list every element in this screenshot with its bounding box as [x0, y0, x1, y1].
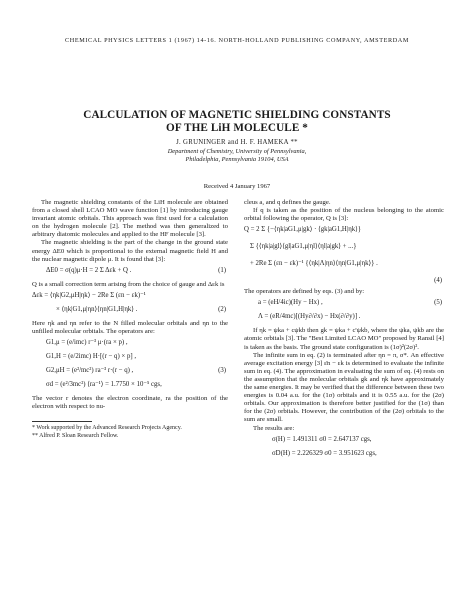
equation-expression: σD(H) = 2.226329 σ0 = 3.951623 cgs, [272, 449, 377, 457]
equation-4a [244, 226, 444, 240]
paragraph: If q is taken as the position of the nucleus belonging to the atomic orbital following the operator, Q is [3]: [244, 207, 444, 223]
authors: J. GRUNINGER and H. F. HAMEKA ** [176, 139, 298, 146]
equation-expression: Q = 2 Σ {−⟨ηk|aG1,μ|gk⟩ · ⟨gk|aG1,H|ηk⟩} [244, 226, 362, 234]
equation-expression: σd = (e²/3mc²) ⟨ra⁻¹⟩ = 1.7750 × 10⁻⁵ cgs, [46, 381, 162, 389]
equation-number: (1) [218, 266, 226, 274]
paragraph: The infinite sum in eq. (2) is terminated after ηn = π, σ*. An effective average excitation energy [3] ε̄n − εk is determined to evaluate the infinite sum in eq. (4). The approximation in evaluating the sum of eq. (4) rests on the assumption that the molecular orbitals gk and ηk have approximately the same energies. It may be verified that the difference between these two energies is 0.04 a.u. for the (1σ) orbitals and it is 0.55 a.u. for the (2σ) orbitals. Our approximation is therefore better justified for the (1σ) than for the (2σ) orbitals. However, the contribution of the (2σ) orbitals to the sum are small. [244, 351, 444, 424]
paragraph: The magnetic shielding is the part of the change in the ground state energy ΔE0 which is proportional to the external magnetic field H and the nuclear magnetic dipole μ. It is found that [3]: [32, 239, 228, 263]
equation-expression: ΔE0 = σ(q)μ·H = 2 Σ Δεk + Q . [46, 266, 132, 274]
equation-1 [32, 267, 228, 278]
equation-3b [32, 353, 228, 364]
footnote: ** Alfred P. Sloan Research Fellow. [32, 432, 119, 439]
affiliation-line-2: Philadelphia, Pennsylvania 19104, USA [185, 156, 289, 163]
paragraph: The vector r denotes the electron coordinate, ra the position of the electron with respect to nu- [32, 395, 228, 411]
affiliation [40, 148, 434, 164]
equation-expression: G1,H = (e/2imc) H·[(r − q) × p] , [46, 353, 137, 361]
equation-expression: σ(H) = 1.491311 σ0 = 2.647137 cgs, [272, 435, 372, 443]
paragraph: cleus a, and q defines the gauge. [244, 199, 331, 206]
footnote: * Work supported by the Advanced Research Projects Agency. [32, 425, 182, 432]
equation-expression: × ⟨ηk|G1,μ|ηn⟩⟨ηn|G1,H|ηk⟩ . [56, 305, 138, 313]
equation-3a [32, 339, 228, 350]
title-line-2: OF THE LiH MOLECULE * [166, 122, 308, 134]
paragraph: The operators are defined by eqs. (3) and by: [244, 288, 365, 296]
equation-expression: G2,μH = (e²/mc²) ra⁻³ r·(r − q) , [46, 367, 134, 375]
equation-4-number [244, 277, 444, 285]
paragraph: If ηk = ψka + cψkb then gk = ψka + c'ψkb, where the ψka, ψkb are the atomic orbitals [3]. The "Best Limited LCAO MO" proposed by Ransil [4] is taken as the basis. The ground state configuration is (1σ)²(2σ)². [244, 327, 444, 351]
equation-expression: + 2Re Σ (εn − εk)⁻¹ {⟨ηk|Λ|ηn⟩⟨ηn|G1,μ|ηk⟩} . [250, 260, 378, 268]
equation-5a [244, 299, 444, 310]
equation-expression: Δεk = ⟨ηk|G2,μH|ηk⟩ − 2Re Σ (εn − εk)⁻¹ [32, 291, 146, 299]
result-1 [244, 436, 444, 447]
footnote-divider [32, 421, 92, 422]
left-column [32, 199, 228, 440]
equation-expression: Σ {⟨ηk|a|gl⟩⟨gl|aG1,μ|ηl⟩⟨ηl|a|gk⟩ + ...} [250, 243, 357, 251]
equation-number: (4) [434, 277, 442, 285]
title-line-1: CALCULATION OF MAGNETIC SHIELDING CONSTANTS [83, 109, 391, 121]
equation-2a [32, 292, 228, 303]
equation-3c [32, 367, 228, 378]
equation-4b [244, 243, 444, 257]
paper-title [40, 109, 434, 135]
received-date: Received 4 January 1967 [203, 183, 271, 190]
equation-3d [32, 381, 228, 392]
paragraph: Here ηk and ηn refer to the N filled molecular orbitals and ηn to the unfilled molecular orbitals. The operators are: [32, 319, 228, 335]
equation-expression: G1,μ = (e/imc) r⁻³ μ·(ra × p) , [46, 339, 128, 347]
equation-4c [244, 260, 444, 274]
right-column [244, 199, 444, 464]
equation-2b [32, 306, 228, 317]
affiliation-line-1: Department of Chemistry, University of Pennsylvania, [167, 148, 307, 155]
result-2 [244, 450, 444, 461]
paragraph: The results are: [253, 424, 295, 432]
paragraph: Q is a small correction term arising from the choice of gauge and Δεk is [32, 280, 225, 288]
equation-number: (2) [218, 305, 226, 313]
equation-5b [244, 313, 444, 324]
journal-header: CHEMICAL PHYSICS LETTERS 1 (1967) 14-16. NORTH-HOLLAND PUBLISHING COMPANY, AMSTERDAM [65, 37, 409, 44]
equation-expression: Λ = (eR/4mc)[(Hy∂/∂x) − Hx(∂/∂y)] . [258, 313, 361, 321]
paragraph: The magnetic shielding constants of the LiH molecule are obtained from a closed shell LCAO MO wave function [1] by introducing gauge invariant atomic orbitals. This approach was first used for a calculation on the hydrogen molecule [2]. The method was then generalized to arbitrary diatomic molecules and applied to the HF molecule [3]. [32, 199, 228, 239]
equation-number: (5) [434, 299, 442, 307]
equation-number: (3) [218, 367, 226, 375]
equation-expression: a = (eH/4ic)(Hy − Hx) , [258, 299, 323, 307]
